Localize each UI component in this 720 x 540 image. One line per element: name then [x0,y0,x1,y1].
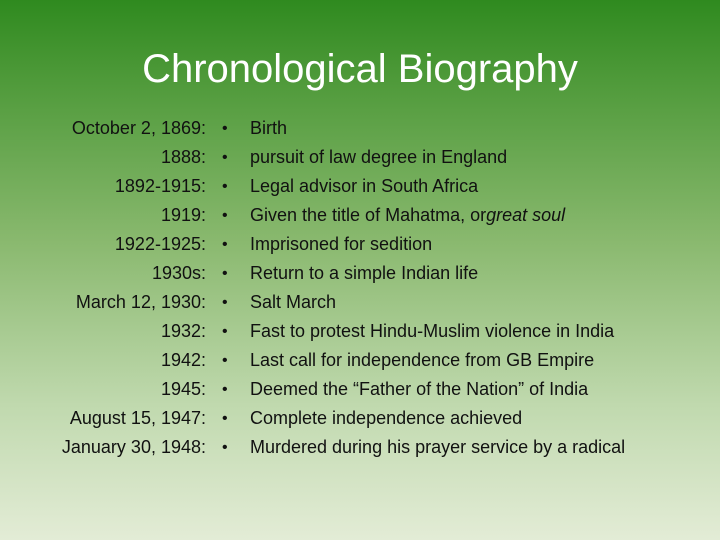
date-item: 1930s: [151,263,206,283]
event-text: Legal advisor in South Africa [250,176,479,196]
event-text: Imprisoned for sedition [250,234,433,254]
event-item [222,404,712,433]
bullet-icon: • [222,439,228,456]
date-item: 1919: [160,205,206,225]
bullet-icon: • [222,352,228,369]
event-item [222,172,712,201]
event-text: Murdered during his prayer service by a radical [250,437,626,457]
event-item [222,288,712,317]
date-item: 1892-1915: [114,176,206,196]
date-list [0,114,206,462]
event-text: Given the title of Mahatma, or [250,205,487,225]
date-item: 1932: [160,321,206,341]
event-item [222,317,712,346]
event-item [222,259,712,288]
bullet-icon: • [222,207,228,224]
event-item [222,114,712,143]
event-item [222,201,712,230]
event-text: Salt March [250,292,337,312]
date-item: 1945: [160,379,206,399]
event-list [222,114,712,462]
event-item [222,433,712,462]
event-item [222,375,712,404]
date-item: 1888: [160,147,206,167]
bullet-icon: • [222,178,228,195]
event-item [222,143,712,172]
bullet-icon: • [222,149,228,166]
date-item: August 15, 1947: [69,408,206,428]
date-item: 1922-1925: [114,234,206,254]
bullet-icon: • [222,294,228,311]
event-text: Complete independence achieved [250,408,523,428]
bullet-icon: • [222,381,228,398]
date-item: January 30, 1948: [61,437,206,457]
event-emphasis: great soul [486,205,566,225]
date-item: October 2, 1869: [71,118,206,138]
slide-title: Chronological Biography [142,47,578,91]
event-text: Fast to protest Hindu-Muslim violence in India [250,321,615,341]
bullet-icon: • [222,323,228,340]
event-text: Deemed the “Father of the Nation” of India [250,379,589,399]
event-item [222,230,712,259]
date-item: March 12, 1930: [75,292,206,312]
bullet-icon: • [222,236,228,253]
bullet-icon: • [222,120,228,137]
bullet-icon: • [222,265,228,282]
event-text: Return to a simple Indian life [250,263,479,283]
event-item [222,346,712,375]
event-text: pursuit of law degree in England [250,147,508,167]
event-text: Last call for independence from GB Empire [250,350,595,370]
bullet-icon: • [222,410,228,427]
date-item: 1942: [160,350,206,370]
event-text: Birth [250,118,288,138]
